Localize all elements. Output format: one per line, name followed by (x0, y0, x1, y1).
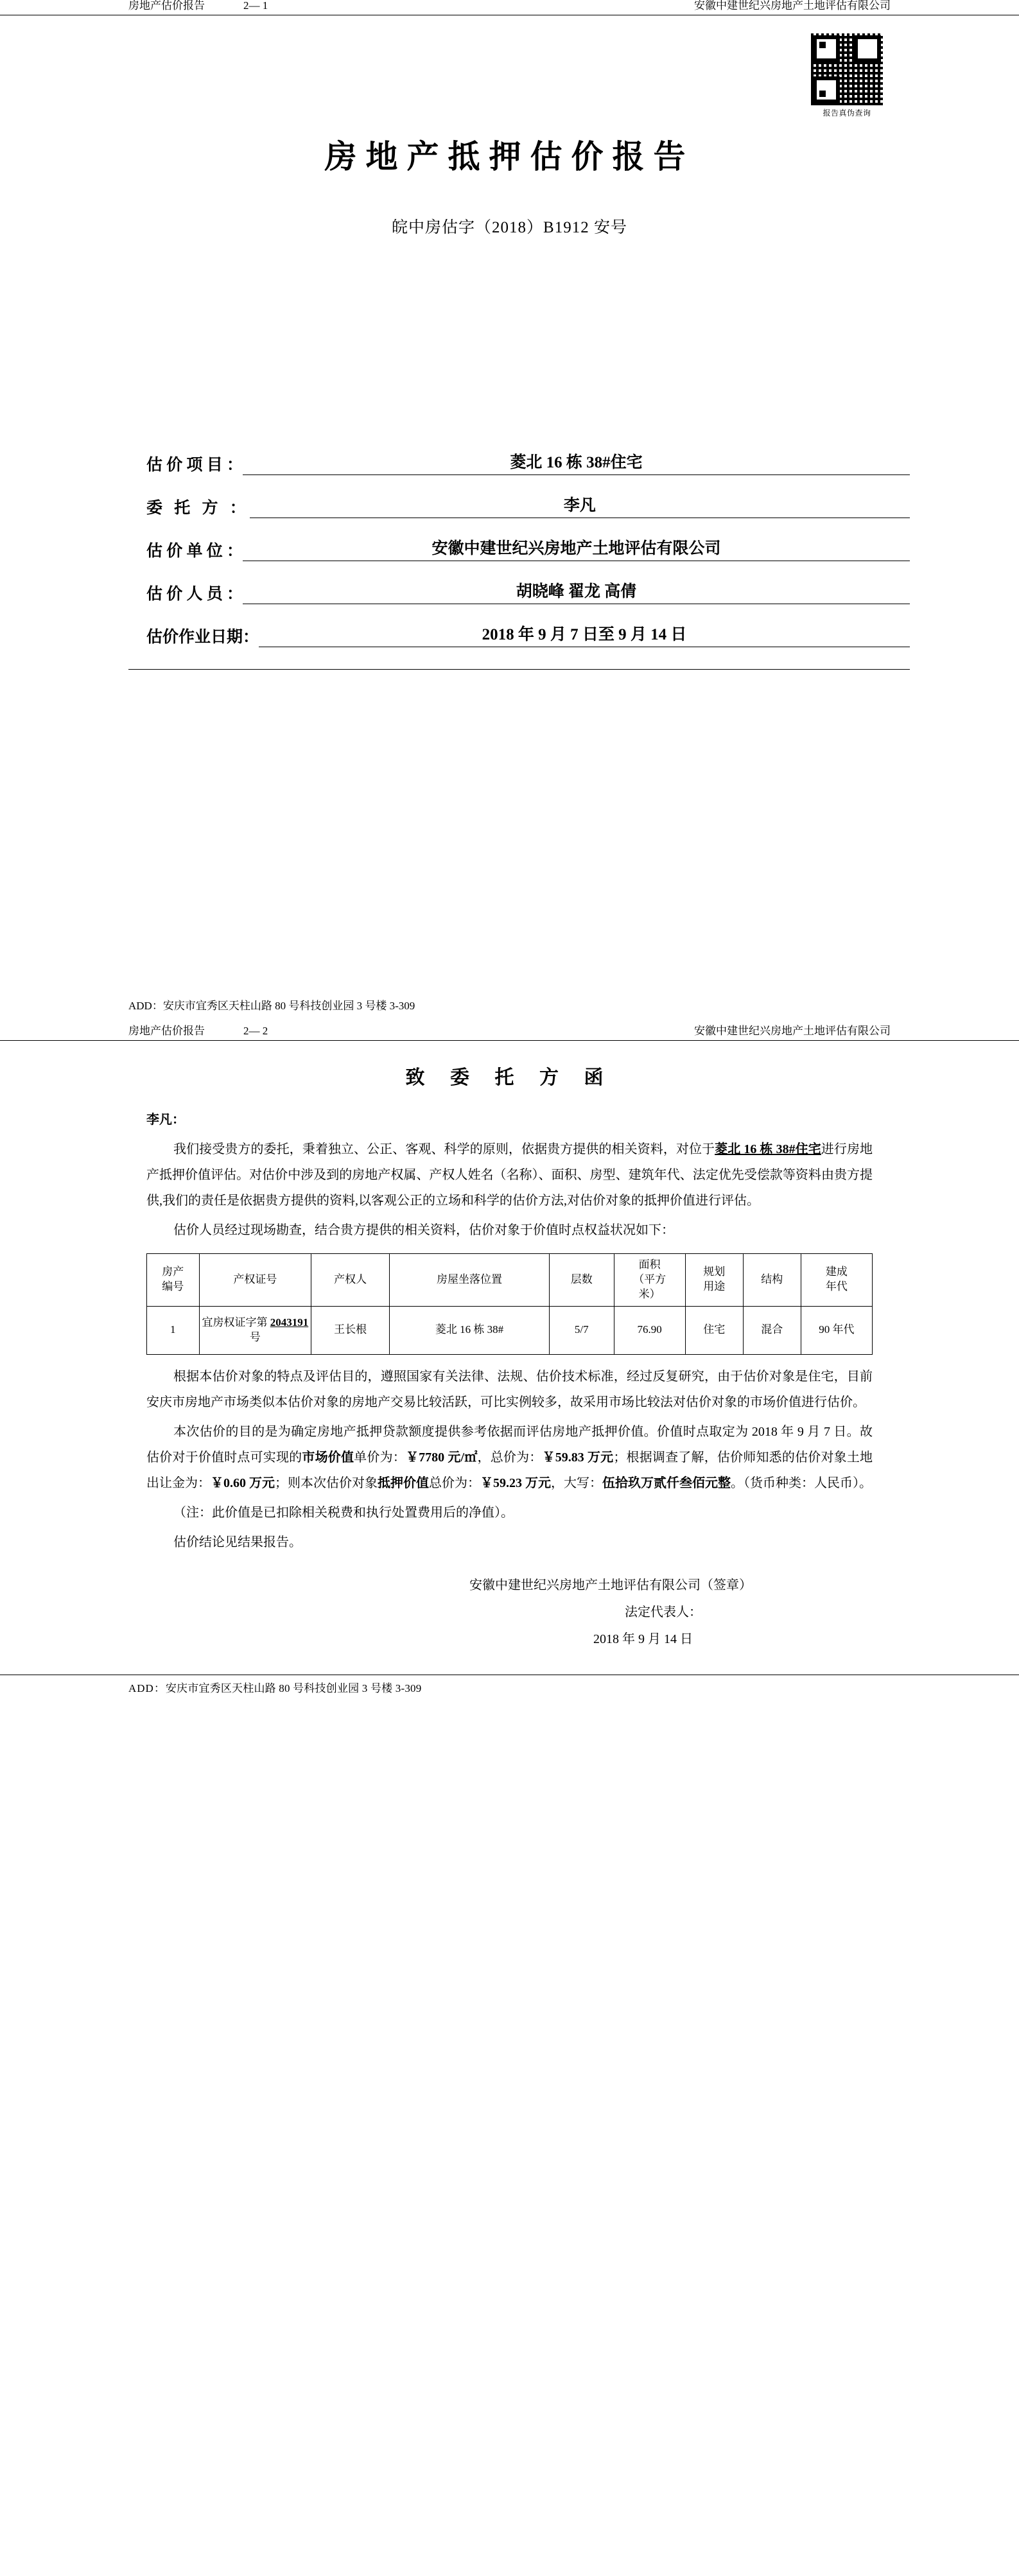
running-header-page-number: 2— 1 (243, 0, 268, 12)
field-label-client: 委 托 方 ： (146, 499, 250, 517)
paragraph-method: 根据本估价对象的特点及评估目的，遵照国家有关法律、法规、估价技术标准，经过反复研究，由于估价对象是住宅，目前安庆市房地产市场类似本估价对象的房地产交易比较活跃，可比实例较多，故采用市场比较法对估价对象的市场价值进行估价。 (146, 1369, 873, 1409)
letter-title: 致 委 托 方 函 (405, 1066, 614, 1088)
field-row-dates (146, 622, 910, 647)
para1-part-a: 我们接受贵方的委托，秉着独立、公正、客观、科学的原则，依据贵方提供的相关资料，对位于 (173, 1142, 715, 1156)
cover-divider (128, 669, 910, 670)
field-row-client (146, 492, 910, 518)
para4-part-h: ，大写： (551, 1475, 602, 1490)
paragraph-note: （注：此价值是已扣除相关税费和执行处置费用后的净值）。 (173, 1505, 514, 1520)
cell-area: 76.90 (614, 1306, 685, 1354)
para4-total-price: ￥59.83 万元 (542, 1450, 614, 1465)
field-row-company (146, 535, 910, 561)
cell-build-year: 90 年代 (801, 1306, 872, 1354)
paragraph-engagement (146, 1136, 873, 1214)
cert-number-underline: 2043191 (270, 1316, 309, 1328)
table-header-row (147, 1253, 873, 1306)
running-header-page1 (0, 0, 1019, 15)
th-build-year: 建成 年代 (801, 1253, 872, 1306)
th-location: 房屋坐落位置 (390, 1253, 550, 1306)
paragraph-site-survey: 估价人员经过现场勘查，结合贵方提供的相关资料，估价对象于价值时点权益状况如下： (173, 1223, 674, 1237)
running-header-left-p2: 房地产估价报告 (128, 1025, 205, 1037)
footer-label-page2: ADD： (128, 1682, 166, 1694)
th-owner: 产权人 (311, 1253, 390, 1306)
letter-to-client-page (0, 1025, 1019, 1712)
paragraph-valuation-result (146, 1419, 873, 1496)
qr-finder-bottom-left (813, 76, 840, 103)
th-cert-no: 产权证号 (199, 1253, 311, 1306)
field-row-project (146, 449, 910, 475)
field-label-appraisers: 估 价 人 员 ： (146, 585, 243, 603)
para4-part-a: 本次估价的目的是为确定房地产抵押贷款额度提供参考依据而评估房地产抵押价值。价值时点取定为 2018 年 9 月 7 日。故估价对于价值时点可实现的 (146, 1424, 873, 1465)
cell-planned-use: 住宅 (685, 1306, 743, 1354)
th-property-no: 房产 编号 (147, 1253, 200, 1306)
th-floors: 层数 (549, 1253, 614, 1306)
running-header-right: 安徽中建世纪兴房地产土地评估有限公司 (694, 0, 891, 12)
para4-unit-price: ￥7780 元/㎡ (405, 1450, 478, 1465)
th-area: 面积 （平方 米） (614, 1253, 685, 1306)
para4-land-fee: ￥0.60 万元 (211, 1475, 275, 1490)
table-row (147, 1306, 873, 1354)
field-row-appraisers (146, 579, 910, 604)
field-label-company: 估 价 单 位 ： (146, 542, 243, 560)
th-structure: 结构 (743, 1253, 801, 1306)
salutation: 李凡： (146, 1112, 185, 1127)
running-header-left: 房地产估价报告 (128, 0, 205, 12)
cell-location: 菱北 16 栋 38# (390, 1306, 550, 1354)
field-value-dates: 2018 年 9 月 7 日至 9 月 14 日 (259, 622, 910, 647)
report-number: 皖中房估字（2018）B1912 安号 (392, 218, 627, 236)
qr-core-tl (819, 42, 826, 48)
cert-prefix: 宜房权证字第 (202, 1316, 270, 1328)
field-label-dates: 估价作业日期： (146, 628, 259, 646)
cover-fields (0, 449, 1019, 647)
qr-core-tr (868, 42, 875, 48)
letter-body (0, 1109, 1019, 1653)
para4-market-value-label: 市场价值 (302, 1450, 354, 1465)
footer-page1 (0, 996, 1019, 1013)
para4-part-e: ；根据调查了解，估价师知悉的估价对象土地出让金为： (146, 1450, 873, 1490)
para4-part-f: ；则本次估价对象 (275, 1475, 378, 1490)
cell-floors: 5/7 (549, 1306, 614, 1354)
property-info-table (146, 1253, 873, 1355)
qr-code-icon (811, 33, 883, 105)
signature-block (146, 1572, 873, 1653)
qr-caption: 报告真伪查询 (823, 109, 871, 117)
th-planned-use: 规划 用途 (685, 1253, 743, 1306)
footer-address-page2: 安庆市宜秀区天柱山路 80 号科技创业园 3 号楼 3-309 (165, 1682, 422, 1694)
footer-label-page1: ADD： (128, 1000, 163, 1012)
paragraph-conclusion: 估价结论见结果报告。 (173, 1535, 302, 1549)
running-header-page-number-p2: 2— 2 (243, 1025, 268, 1037)
para1-subject-underline: 菱北 16 栋 38#住宅 (715, 1142, 821, 1156)
para4-amount-in-words: 伍拾玖万贰仟叁佰元整 (602, 1475, 731, 1490)
page-title: 房地产抵押估价报告 (324, 138, 695, 175)
cell-property-no: 1 (147, 1306, 200, 1354)
qr-core-bl (819, 91, 826, 97)
signature-date: 2018 年 9 月 14 日 (593, 1632, 693, 1646)
cert-suffix: 号 (249, 1330, 261, 1343)
field-value-client: 李凡 (250, 492, 910, 518)
para4-mortgage-total: ￥59.23 万元 (480, 1475, 551, 1490)
cell-structure: 混合 (743, 1306, 801, 1354)
running-header-page2 (0, 1025, 1019, 1041)
footer-page2 (0, 1675, 1019, 1695)
para4-part-c: 单价为： (354, 1450, 406, 1465)
field-value-company: 安徽中建世纪兴房地产土地评估有限公司 (243, 535, 910, 561)
running-header-right-p2: 安徽中建世纪兴房地产土地评估有限公司 (694, 1025, 891, 1037)
cell-owner: 王长根 (311, 1306, 390, 1354)
signature-company: 安徽中建世纪兴房地产土地评估有限公司（签章） (469, 1578, 752, 1592)
para1-part-b: 进行房地产抵押价值评估。对估价中涉及到的房地产权属、产权人姓名（名称）、面积、房型、建筑年代、法定优先受偿款等资料由贵方提供,我们的责任是依据贵方提供的资料,以客观公正的立场和科学的估价方法,对估价对象的抵押价值进行评估。 (146, 1142, 873, 1208)
qr-verification-block (808, 33, 885, 118)
field-label-project: 估 价 项 目 ： (146, 456, 243, 474)
cell-cert-no (199, 1306, 311, 1354)
footer-address-page1: 安庆市宜秀区天柱山路 80 号科技创业园 3 号楼 3-309 (162, 1000, 415, 1012)
field-value-project: 菱北 16 栋 38#住宅 (243, 449, 910, 475)
para4-part-d: ，总价为： (477, 1450, 543, 1465)
para4-part-g: 总价为： (429, 1475, 480, 1490)
para4-mortgage-value-label: 抵押价值 (378, 1475, 429, 1490)
signature-legal-rep: 法定代表人： (625, 1605, 702, 1619)
field-value-appraisers: 胡晓峰 翟龙 高倩 (243, 579, 910, 604)
para4-part-i: 。（货币种类：人民币）。 (731, 1475, 872, 1490)
report-cover-page (0, 0, 1019, 1025)
